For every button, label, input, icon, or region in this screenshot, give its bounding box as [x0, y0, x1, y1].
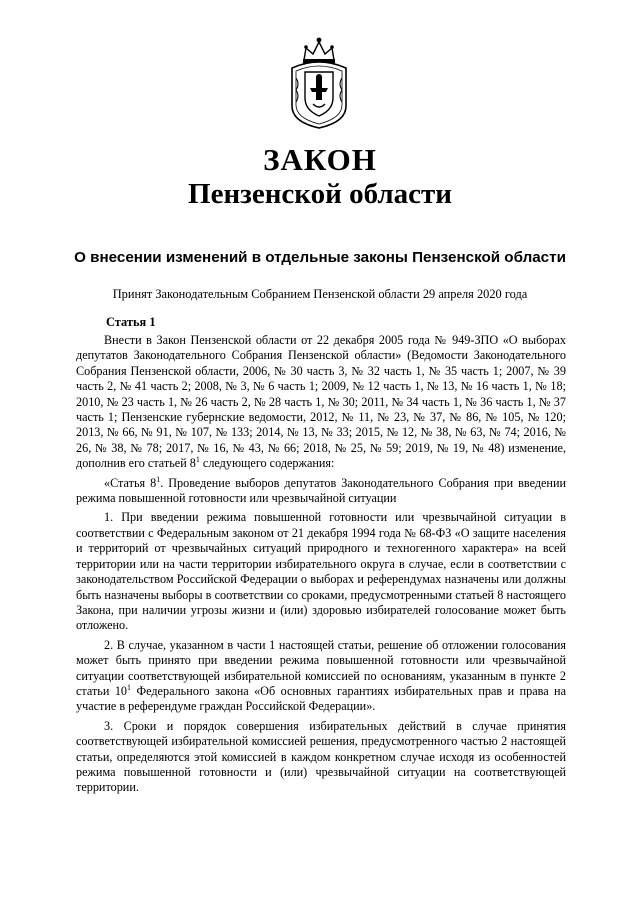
- superscript: 1: [195, 455, 200, 465]
- adoption-line: Принят Законодательным Собранием Пензенской области 29 апреля 2020 года: [112, 287, 528, 301]
- document-subject: О внесении изменений в отдельные законы Пензенской области: [74, 249, 566, 266]
- superscript: 1: [156, 474, 161, 484]
- article-body: [76, 333, 566, 800]
- document-title: ЗАКОН: [263, 142, 377, 177]
- article-title-text: «Статья 8: [104, 475, 157, 490]
- part-2-tail: Федерального закона «Об основных гарантиях избирательных прав и права на участие в референдуме граждан Российской Федерации».: [76, 683, 566, 714]
- paragraph-article-title: [76, 476, 566, 507]
- paragraph-part-3: 3. Сроки и порядок совершения избирательных действий в случае принятия соответствующей избирательной комиссией решения, предусмотренного частью 2 настоящей статьи, определяются этой комиссией в каждом конкретном случае исходя из особенностей режима повышенной готовности и (или) чрезвычайной ситуации на соответствующей территории.: [76, 718, 566, 795]
- paragraph-intro-tail: следующего содержания:: [199, 456, 335, 471]
- article-heading: Статья 1: [106, 315, 156, 329]
- superscript: 1: [127, 682, 132, 692]
- paragraph-part-2: [76, 638, 566, 715]
- article-title-tail: . Проведение выборов депутатов Законодательного Собрания при введении режима повышенной готовности или чрезвычайной ситуации: [76, 475, 566, 506]
- part-2-text: 2. В случае, указанном в части 1 настоящей статьи, решение об отложении голосования может быть принято при введении режима повышенной готовности или чрезвычайной ситуации соответствующей избирательной комиссией по основаниям, указанным в пункте 2 статьи 10: [76, 637, 566, 698]
- paragraph-part-1: 1. При введении режима повышенной готовности или чрезвычайной ситуации в соответствии с Федеральным законом от 21 декабря 1994 года № 68-ФЗ «О защите населения и территорий от чрезвычайных ситуаций природного и техногенного характера» на всей территории или на части территории избирательного округа в случае, если в соответствии с законодательством Российской Федерации о выборах и референдумах назначены или должны быть назначены выборы в соответствии со сроками, предусмотренными статьей 8 настоящего Закона, при наличии угрозы жизни и (или) здоровью избирателей голосование может быть отложено.: [76, 510, 566, 633]
- paragraph-intro-text: Внести в Закон Пензенской области от 22 декабря 2005 года № 949-ЗПО «О выборах депутатов Законодательного Собрания Пензенской области» (Ведомости Законодательного Собрания Пензенской области, 2006, № 30 часть 3, № 32 часть 1, № 35 часть 1; 2007, № 39 часть 2, № 41 часть 2; 2008, № 3, № 6 часть 1; 2009, № 12 часть 1, № 13, № 16 часть 1, № 18; 2010, № 23 часть 1, № 26 часть 2, № 28 часть 1, № 30; 2011, № 34 часть 1, № 36 часть 1, № 37 часть 1; Пензенские губернские ведомости, 2012, № 11, № 23, № 37, № 86, № 105, № 120; 2013, № 66, № 91, № 107, № 133; 2014, № 13, № 33; 2015, № 12, № 38, № 63, № 74; 2016, № 26, № 38, № 78; 2017, № 16, № 43, № 66; 2018, № 25, № 59; 2019, № 19, № 48) изменение, дополнив его статьей 8: [76, 333, 566, 471]
- document-region: Пензенской области: [188, 178, 452, 210]
- coat-of-arms-emblem: [286, 34, 352, 130]
- paragraph-intro: [76, 333, 566, 472]
